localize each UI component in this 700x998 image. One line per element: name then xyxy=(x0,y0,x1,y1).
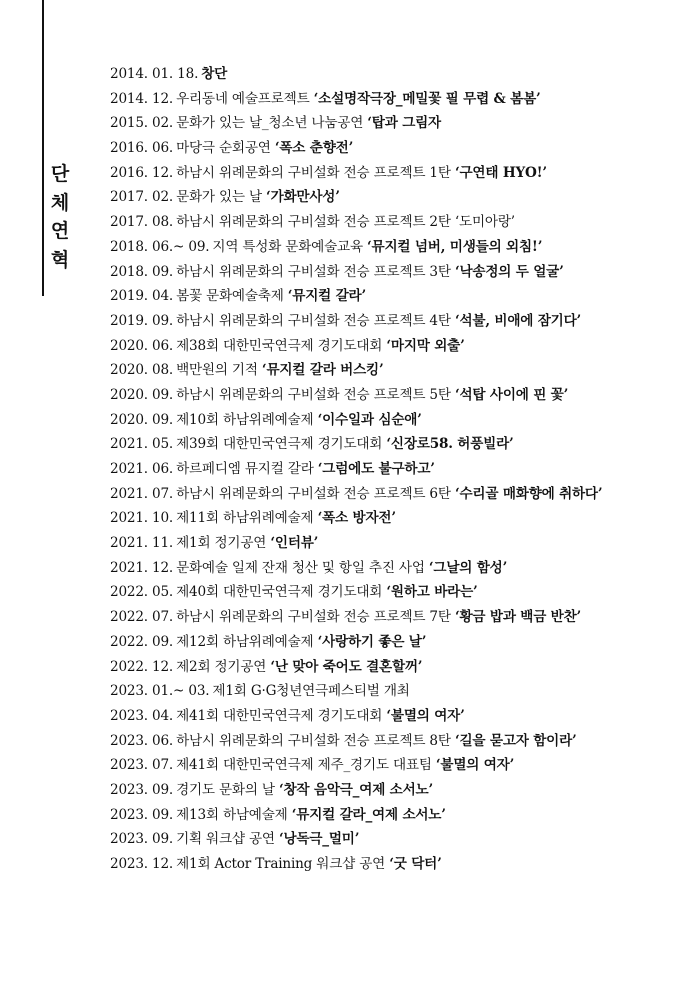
entry-description: 하남시 위례문화의 구비설화 전승 프로젝트 6탄 xyxy=(176,485,451,502)
entry-description: 제38회 대한민국연극제 경기도대회 xyxy=(176,337,383,354)
history-entry xyxy=(110,87,690,112)
history-entry xyxy=(110,235,690,260)
entry-date: 2021. 10. xyxy=(110,510,174,527)
entry-date: 2020. 06. xyxy=(110,337,174,354)
history-entry xyxy=(110,803,690,828)
entry-description: 마당극 순회공연 xyxy=(176,140,271,157)
entry-title: ‘뮤지컬 넘버, 미생들의 외침!’ xyxy=(367,238,543,255)
history-entry xyxy=(110,62,690,87)
entry-description: 경기도 문화의 날 xyxy=(176,781,275,798)
entry-date: 2019. 04. xyxy=(110,288,174,305)
entry-description: 제11회 하남위례예술제 xyxy=(176,510,314,527)
entry-description: 하남시 위례문화의 구비설화 전승 프로젝트 7탄 xyxy=(176,609,451,626)
entry-title: ‘구연태 HYO!’ xyxy=(454,164,547,181)
history-entry xyxy=(110,506,690,531)
entry-title: 창단 xyxy=(201,66,228,82)
entry-date: 2018. 09. xyxy=(110,263,174,280)
entry-description: 제40회 대한민국연극제 경기도대회 xyxy=(176,584,383,601)
entry-date: 2021. 05. xyxy=(110,436,174,453)
entry-description: 백만원의 기적 xyxy=(176,362,258,379)
entry-title: ‘소설명작극장_메밀꽃 필 무렵 & 봄봄’ xyxy=(313,90,541,107)
history-entry xyxy=(110,383,690,408)
history-entry xyxy=(110,358,690,383)
history-entry xyxy=(110,778,690,803)
entry-title: ‘길을 묻고자 함이라’ xyxy=(454,732,577,749)
history-entry xyxy=(110,704,690,729)
entry-title: ‘폭소 방자전’ xyxy=(317,510,396,527)
entry-title: ‘황금 밥과 백금 반찬’ xyxy=(454,609,582,626)
section-title-char: 체 xyxy=(50,191,70,214)
history-entry xyxy=(110,852,690,877)
entry-description: 하남시 위례문화의 구비설화 전승 프로젝트 3탄 xyxy=(176,263,451,280)
history-list xyxy=(110,62,690,877)
section-title-char: 연 xyxy=(50,220,70,242)
history-entry xyxy=(110,111,690,136)
history-entry xyxy=(110,185,690,210)
entry-description: 하남시 위례문화의 구비설화 전승 프로젝트 2탄 ‘도미아랑’ xyxy=(176,214,515,231)
entry-title: ‘뮤지컬 갈라 버스킹’ xyxy=(261,362,384,379)
entry-title: ‘그럼에도 불구하고’ xyxy=(317,461,435,477)
entry-title: ‘뮤지컬 갈라_여제 소서노’ xyxy=(291,806,446,823)
entry-description: 제41회 대한민국연극제 제주_경기도 대표팀 xyxy=(176,757,432,774)
entry-title: ‘폭소 춘향전’ xyxy=(274,140,354,157)
entry-description: 하남시 위례문화의 구비설화 전승 프로젝트 5탄 xyxy=(176,386,451,403)
history-entry xyxy=(110,827,690,852)
entry-title: ‘마지막 외출’ xyxy=(386,337,465,354)
entry-description: 지역 특성화 문화예술교육 xyxy=(212,238,363,255)
entry-date: 2017. 08. xyxy=(110,214,174,231)
history-entry xyxy=(110,136,690,161)
entry-date: 2020. 08. xyxy=(110,362,174,379)
entry-title: ‘수리골 매화향에 취하다’ xyxy=(454,485,603,502)
history-entry xyxy=(110,260,690,285)
entry-date: 2023. 12. xyxy=(110,856,174,872)
entry-description: 하남시 위례문화의 구비설화 전승 프로젝트 4탄 xyxy=(176,312,451,329)
history-entry xyxy=(110,482,690,507)
history-entry xyxy=(110,161,690,186)
entry-date: 2023. 09. xyxy=(110,781,174,798)
entry-date: 2022. 05. xyxy=(110,584,174,601)
entry-title: ‘낭독극_멀미’ xyxy=(278,831,360,848)
entry-date: 2022. 09. xyxy=(110,633,174,650)
entry-title: ‘사랑하기 좋은 날’ xyxy=(317,633,427,650)
history-entry xyxy=(110,210,690,235)
entry-description: 문화예술 일제 잔재 청산 및 항일 추진 사업 xyxy=(176,559,425,576)
history-entry xyxy=(110,729,690,754)
section-title-char: 단 xyxy=(50,163,70,185)
entry-title: ‘석탑 사이에 핀 꽃’ xyxy=(454,386,569,403)
history-entry xyxy=(110,334,690,359)
entry-description: 제10회 하남위례예술제 xyxy=(176,411,314,428)
entry-date: 2023. 07. xyxy=(110,757,174,774)
history-entry xyxy=(110,457,690,482)
entry-title: ‘불멸의 여자’ xyxy=(386,707,465,724)
history-entry xyxy=(110,580,690,605)
entry-title: ‘창작 음악극_여제 소서노’ xyxy=(278,781,433,798)
entry-title: ‘이수일과 심순애’ xyxy=(317,411,422,428)
section-title-char: 혁 xyxy=(50,248,70,271)
history-entry xyxy=(110,753,690,778)
entry-date: 2018. 06.~ 09. xyxy=(110,238,210,255)
history-entry xyxy=(110,408,690,433)
entry-title: ‘석불, 비애에 잠기다’ xyxy=(454,312,582,329)
entry-title: ‘낙송정의 두 얼굴’ xyxy=(454,263,564,280)
entry-description: 제12회 하남위례예술제 xyxy=(176,633,314,650)
entry-title: ‘인터뷰’ xyxy=(270,535,319,552)
entry-date: 2023. 04. xyxy=(110,707,174,724)
entry-description: 하르페디엠 뮤지컬 갈라 xyxy=(176,461,314,477)
entry-date: 2017. 02. xyxy=(110,189,174,206)
entry-title: ‘불멸의 여자’ xyxy=(435,757,515,774)
entry-title: ‘난 맞아 죽어도 결혼할꺼’ xyxy=(270,658,423,675)
history-entry xyxy=(110,630,690,655)
entry-description: 기획 워크샵 공연 xyxy=(176,831,275,848)
entry-date: 2023. 09. xyxy=(110,806,174,823)
entry-description: 우리동네 예술프로젝트 xyxy=(176,90,310,107)
section-title-vertical xyxy=(48,160,72,274)
entry-title: ‘뮤지컬 갈라’ xyxy=(287,288,367,305)
entry-description: 봄꽃 문화예술축제 xyxy=(176,288,284,305)
entry-description: 제39회 대한민국연극제 경기도대회 xyxy=(176,436,383,453)
entry-date: 2023. 01.~ 03. xyxy=(110,683,210,700)
entry-description: 제1회 정기공연 xyxy=(176,535,267,552)
entry-title: ‘가화만사성’ xyxy=(266,189,340,206)
entry-description: 제1회 Actor Training 워크샵 공연 xyxy=(176,856,386,872)
entry-title: ‘탑과 그림자 xyxy=(367,115,441,132)
entry-description: 하남시 위례문화의 구비설화 전승 프로젝트 1탄 xyxy=(176,164,451,181)
entry-date: 2022. 07. xyxy=(110,609,174,626)
entry-date: 2020. 09. xyxy=(110,411,174,428)
history-entry xyxy=(110,605,690,630)
entry-date: 2016. 06. xyxy=(110,140,174,157)
entry-date: 2023. 09. xyxy=(110,831,174,848)
vertical-divider-line xyxy=(42,0,44,296)
entry-title: ‘그날의 함성’ xyxy=(428,559,508,576)
entry-description: 제2회 정기공연 xyxy=(176,658,267,675)
entry-date: 2021. 12. xyxy=(110,559,174,576)
entry-description: 제1회 G·G청년연극페스티벌 개최 xyxy=(212,683,410,700)
history-entry xyxy=(110,284,690,309)
entry-description: 제41회 대한민국연극제 경기도대회 xyxy=(176,707,383,724)
entry-date: 2016. 12. xyxy=(110,164,174,181)
entry-date: 2019. 09. xyxy=(110,312,174,329)
entry-date: 2022. 12. xyxy=(110,658,174,675)
entry-date: 2021. 11. xyxy=(110,535,174,552)
entry-description: 문화가 있는 날 xyxy=(176,189,262,206)
entry-description: 하남시 위례문화의 구비설화 전승 프로젝트 8탄 xyxy=(176,732,451,749)
entry-date: 2021. 06. xyxy=(110,461,174,477)
history-entry xyxy=(110,556,690,581)
entry-date: 2023. 06. xyxy=(110,732,174,749)
entry-date: 2021. 07. xyxy=(110,485,174,502)
entry-date: 2015. 02. xyxy=(110,115,174,132)
history-entry xyxy=(110,432,690,457)
entry-title: ‘원하고 바라는’ xyxy=(386,584,478,601)
entry-title: ‘굿 닥터’ xyxy=(389,856,442,872)
entry-description: 문화가 있는 날_청소년 나눔공연 xyxy=(176,115,364,132)
entry-date: 2014. 01. 18. xyxy=(110,66,199,82)
history-entry xyxy=(110,531,690,556)
entry-description: 제13회 하남예술제 xyxy=(176,806,288,823)
history-entry xyxy=(110,655,690,680)
entry-date: 2014. 12. xyxy=(110,90,174,107)
history-entry xyxy=(110,309,690,334)
entry-date: 2020. 09. xyxy=(110,386,174,403)
entry-title: ‘신장로58. 허풍빌라’ xyxy=(386,436,514,453)
history-entry xyxy=(110,679,690,704)
